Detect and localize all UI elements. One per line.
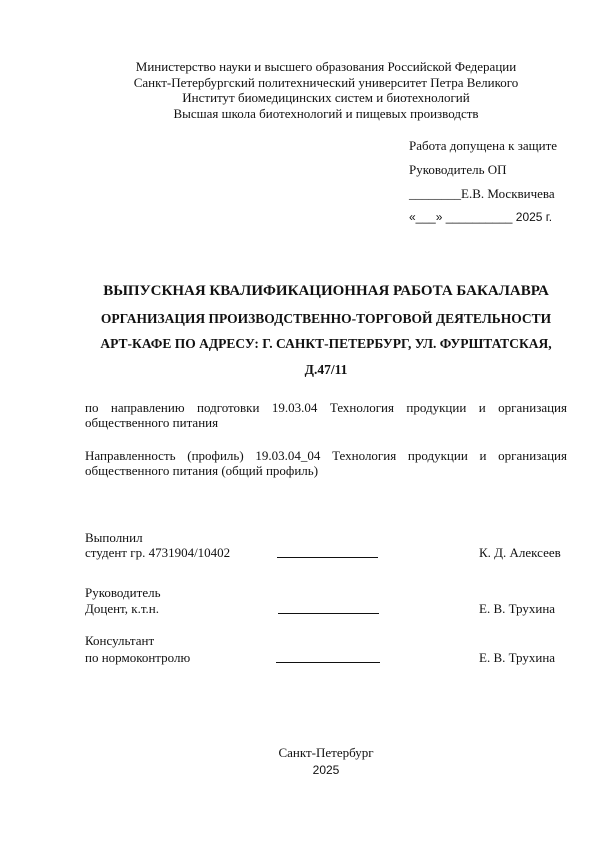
performer-name: К. Д. Алексеев (479, 545, 561, 560)
consultant-role: Консультант (85, 633, 155, 648)
performer-role: Выполнил (85, 530, 143, 545)
approval-date: «___» __________ 2025 г. (409, 210, 553, 224)
performer-position: студент гр. 4731904/10402 (85, 545, 231, 560)
performer-signature-line (277, 556, 378, 558)
direction-paragraph: по направлению подготовки 19.03.04 Технология продукции и организация общественного питания (85, 400, 567, 430)
supervisor-position: Доцент, к.т.н. (85, 601, 159, 616)
thesis-type-title: ВЫПУСКНАЯ КВАЛИФИКАЦИОННАЯ РАБОТА БАКАЛАВРА (103, 283, 549, 299)
footer-city: Санкт-Петербург (278, 745, 374, 760)
thesis-topic-line-2: АРТ-КАФЕ ПО АДРЕСУ: Г. САНКТ-ПЕТЕРБУРГ, УЛ. ФУРШТАТСКАЯ, (100, 336, 552, 351)
footer-year: 2025 (312, 763, 340, 777)
consultant-name: Е. В. Трухина (479, 650, 556, 665)
consultant-position: по нормоконтролю (85, 650, 191, 665)
approval-head-signature: ________Е.В. Москвичева (409, 186, 555, 201)
school-line: Высшая школа биотехнологий и пищевых производств (173, 105, 479, 121)
approval-admitted: Работа допущена к защите (409, 138, 558, 153)
consultant-signature-line (276, 661, 380, 663)
supervisor-signature-line (278, 612, 379, 614)
profile-paragraph: Направленность (профиль) 19.03.04_04 Технология продукции и организация общественного питания (общий профиль) (85, 448, 567, 478)
approval-head-title: Руководитель ОП (409, 162, 507, 177)
supervisor-name: Е. В. Трухина (479, 601, 556, 616)
thesis-topic-line-1: ОРГАНИЗАЦИЯ ПРОИЗВОДСТВЕННО-ТОРГОВОЙ ДЕЯТЕЛЬНОСТИ (100, 311, 552, 326)
thesis-topic-line-3: Д.47/11 (304, 362, 348, 377)
institute-line: Институт биомедицинских систем и биотехнологий (182, 90, 470, 106)
institution-header (0, 59, 595, 121)
university-line: Санкт-Петербургский политехнический университет Петра Великого (133, 74, 519, 90)
ministry-line: Министерство науки и высшего образования Российской Федерации (135, 59, 517, 74)
supervisor-role: Руководитель (85, 585, 161, 600)
